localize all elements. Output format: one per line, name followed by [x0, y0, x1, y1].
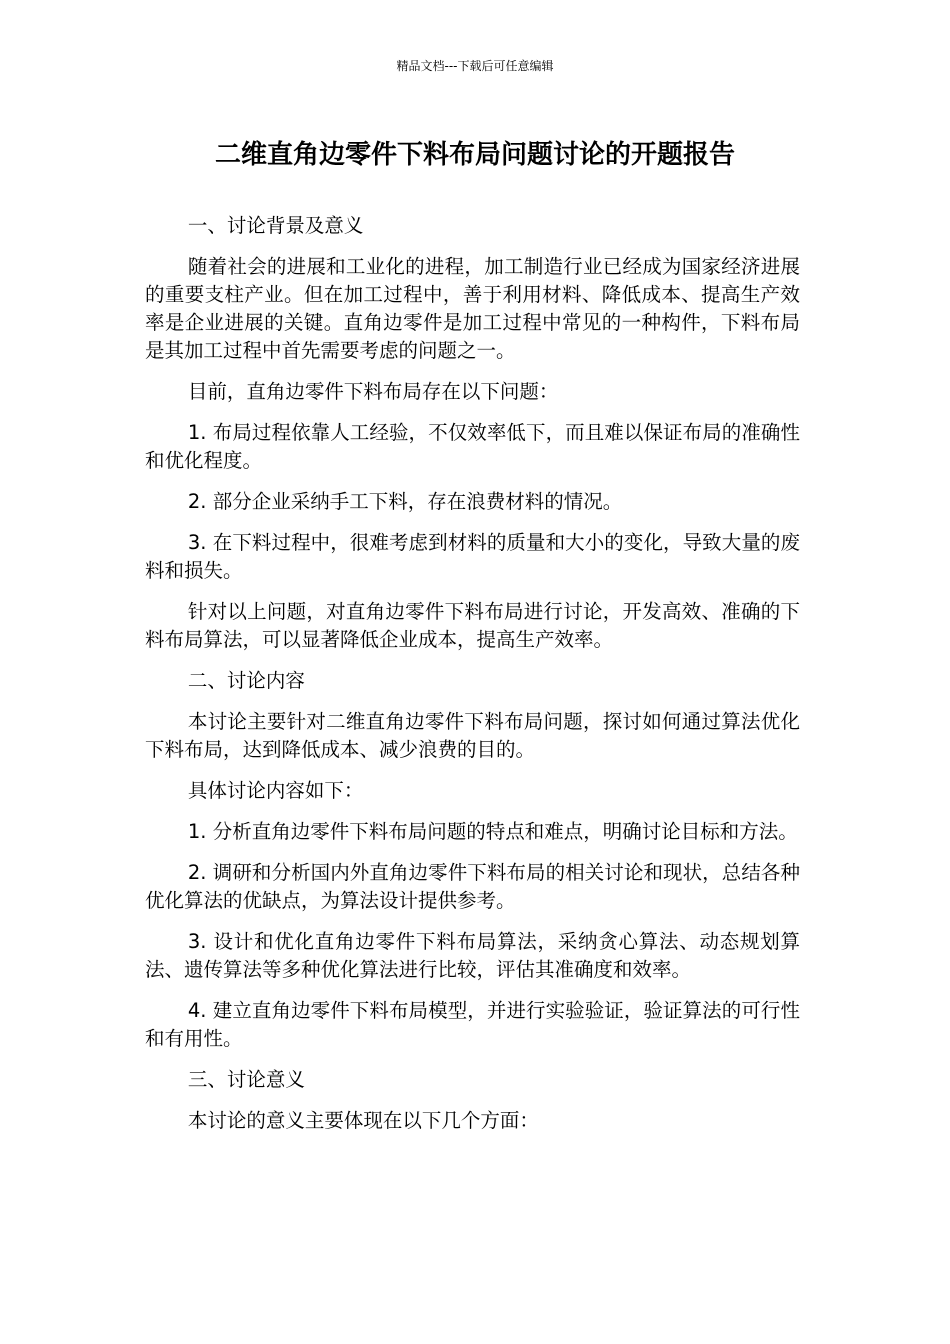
list-item-content-2: 2. 调研和分析国内外直角边零件下料布局的相关讨论和现状，总结各种优化算法的优缺点，为算法设计提供参考。 [145, 861, 800, 912]
list-item-content-4: 4. 建立直角边零件下料布局模型，并进行实验验证，验证算法的可行性和有用性。 [145, 999, 800, 1050]
paragraph-problems-intro: 目前，直角边零件下料布局存在以下问题： [187, 380, 559, 403]
section-heading-significance: 三、讨论意义 [187, 1068, 305, 1091]
paragraph-content-list-intro: 具体讨论内容如下： [187, 779, 364, 802]
list-item-content-3: 3. 设计和优化直角边零件下料布局算法，采纳贪心算法、动态规划算法、遗传算法等多种优化算法进行比较，评估其准确度和效率。 [145, 930, 800, 981]
list-item-problem-2: 2. 部分企业采纳手工下料，存在浪费材料的情况。 [187, 490, 623, 513]
paragraph-background: 随着社会的进展和工业化的进程，加工制造行业已经成为国家经济进展的重要支柱产业。但在加工过程中，善于利用材料、降低成本、提高生产效率是企业进展的关键。直角边零件是加工过程中常见的一种构件，下料布局是其加工过程中首先需要考虑的问题之一。 [145, 255, 800, 362]
list-item-problem-3: 3. 在下料过程中，很难考虑到材料的质量和大小的变化，导致大量的废料和损失。 [145, 531, 800, 582]
document-title: 二维直角边零件下料布局问题讨论的开题报告 [214, 140, 735, 170]
paragraph-solution: 针对以上问题，对直角边零件下料布局进行讨论，开发高效、准确的下料布局算法，可以显著降低企业成本，提高生产效率。 [145, 600, 800, 651]
document-body [145, 212, 800, 1148]
paragraph-significance-intro: 本讨论的意义主要体现在以下几个方面： [187, 1109, 539, 1132]
section-heading-background: 一、讨论背景及意义 [187, 214, 364, 237]
page-header: 精品文档---下载后可任意编辑 [396, 59, 554, 73]
list-item-problem-1: 1. 布局过程依靠人工经验，不仅效率低下，而且难以保证布局的准确性和优化程度。 [145, 421, 800, 472]
list-item-content-1: 1. 分析直角边零件下料布局问题的特点和难点，明确讨论目标和方法。 [187, 820, 798, 843]
section-heading-content: 二、讨论内容 [187, 669, 305, 692]
paragraph-content-intro: 本讨论主要针对二维直角边零件下料布局问题，探讨如何通过算法优化下料布局，达到降低成本、减少浪费的目的。 [145, 710, 800, 761]
